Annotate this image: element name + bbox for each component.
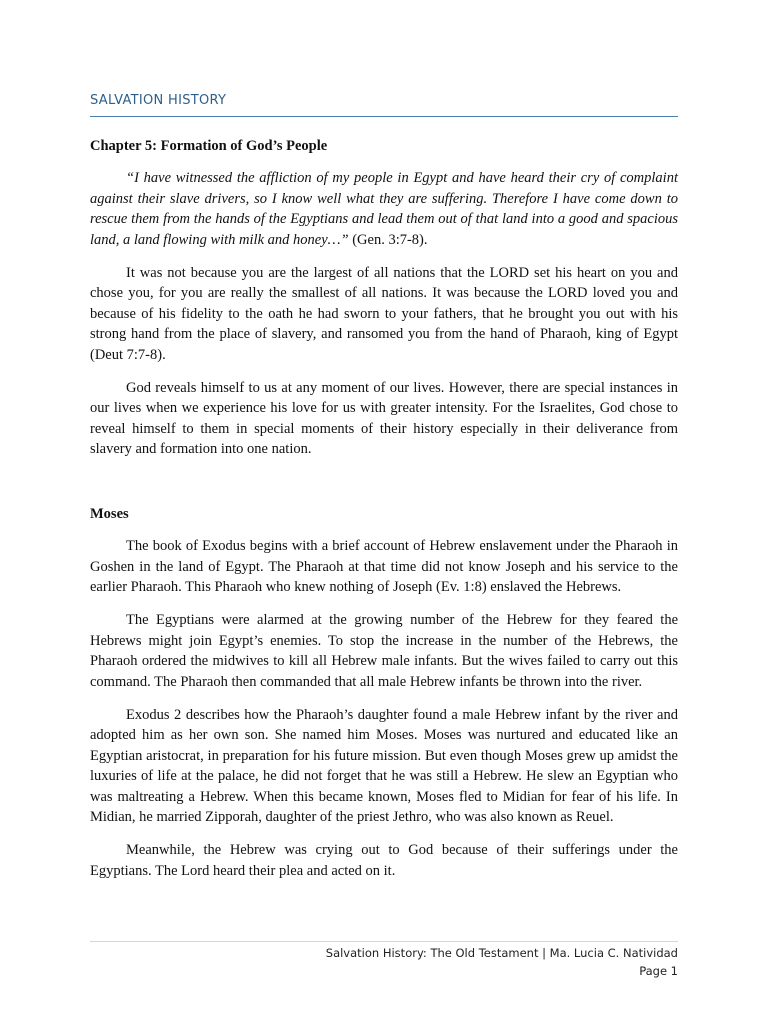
header-divider: [90, 116, 678, 117]
page-body: [90, 136, 678, 894]
quote-citation: (Gen. 3:7-8).: [348, 231, 428, 248]
body-paragraph: It was not because you are the largest of all nations that the LORD set his heart on you and chose you, for you are really the smallest of all nations. It was because the LORD loved you and because of his fidelity to the oath he had sworn to your fathers, that he brought you out with his strong hand from the place of slavery, and ransomed you from the hand of Pharaoh, king of Egypt (Deut 7:7-8).: [90, 265, 678, 363]
scripture-quote: [90, 168, 678, 250]
body-paragraph: Meanwhile, the Hebrew was crying out to God because of their sufferings under the Egyptians. The Lord heard their plea and acted on it.: [90, 842, 678, 879]
section-title: Moses: [90, 505, 129, 522]
quote-text: “I have witnessed the affliction of my people in Egypt and have heard their cry of complaint against their slave drivers, so I know well what they are suffering. Therefore I have come down to rescue them from the hands of the Egyptians and lead them out of that land into a good and spacious land, a land flowing with milk and honey…”: [90, 170, 678, 248]
body-paragraph: The book of Exodus begins with a brief account of Hebrew enslavement under the Pharaoh in Goshen in the land of Egypt. The Pharaoh at that time did not know Joseph and his service to the earlier Pharaoh. This Pharaoh who knew nothing of Joseph (Ev. 1:8) enslaved the Hebrews.: [90, 538, 678, 595]
chapter-title: Chapter 5: Formation of God’s People: [90, 138, 328, 154]
page-footer: [90, 944, 678, 980]
body-paragraph: The Egyptians were alarmed at the growing number of the Hebrew for they feared the Hebrews might join Egypt’s enemies. To stop the increase in the number of the Hebrews, the Pharaoh ordered the midwives to kill all Hebrew male infants. But the wives failed to carry out this command. The Pharaoh then commanded that all male Hebrew infants be thrown into the river.: [90, 612, 678, 690]
body-paragraph: God reveals himself to us at any moment of our lives. However, there are special instances in our lives when we experience his love for us with greater intensity. For the Israelites, God chose to reveal himself to them in special moments of their history especially in their deliverance from slavery and formation into one nation.: [90, 380, 678, 458]
page-number: Page 1: [639, 964, 678, 978]
footer-divider: [90, 941, 678, 942]
footer-title: Salvation History: The Old Testament | Ma. Lucia C. Natividad: [325, 946, 678, 960]
running-header: SALVATION HISTORY: [90, 93, 227, 108]
body-paragraph: Exodus 2 describes how the Pharaoh’s daughter found a male Hebrew infant by the river and adopted him as her own son. She named him Moses. Moses was nurtured and educated like an Egyptian aristocrat, in preparation for his future mission. But even though Moses grew up amidst the luxuries of life at the palace, he did not forget that he was still a Hebrew. He slew an Egyptian who was maltreating a Hebrew. When this became known, Moses fled to Midian for fear of his life. In Midian, he married Zipporah, daughter of the priest Jethro, who was also known as Reuel.: [90, 706, 678, 825]
